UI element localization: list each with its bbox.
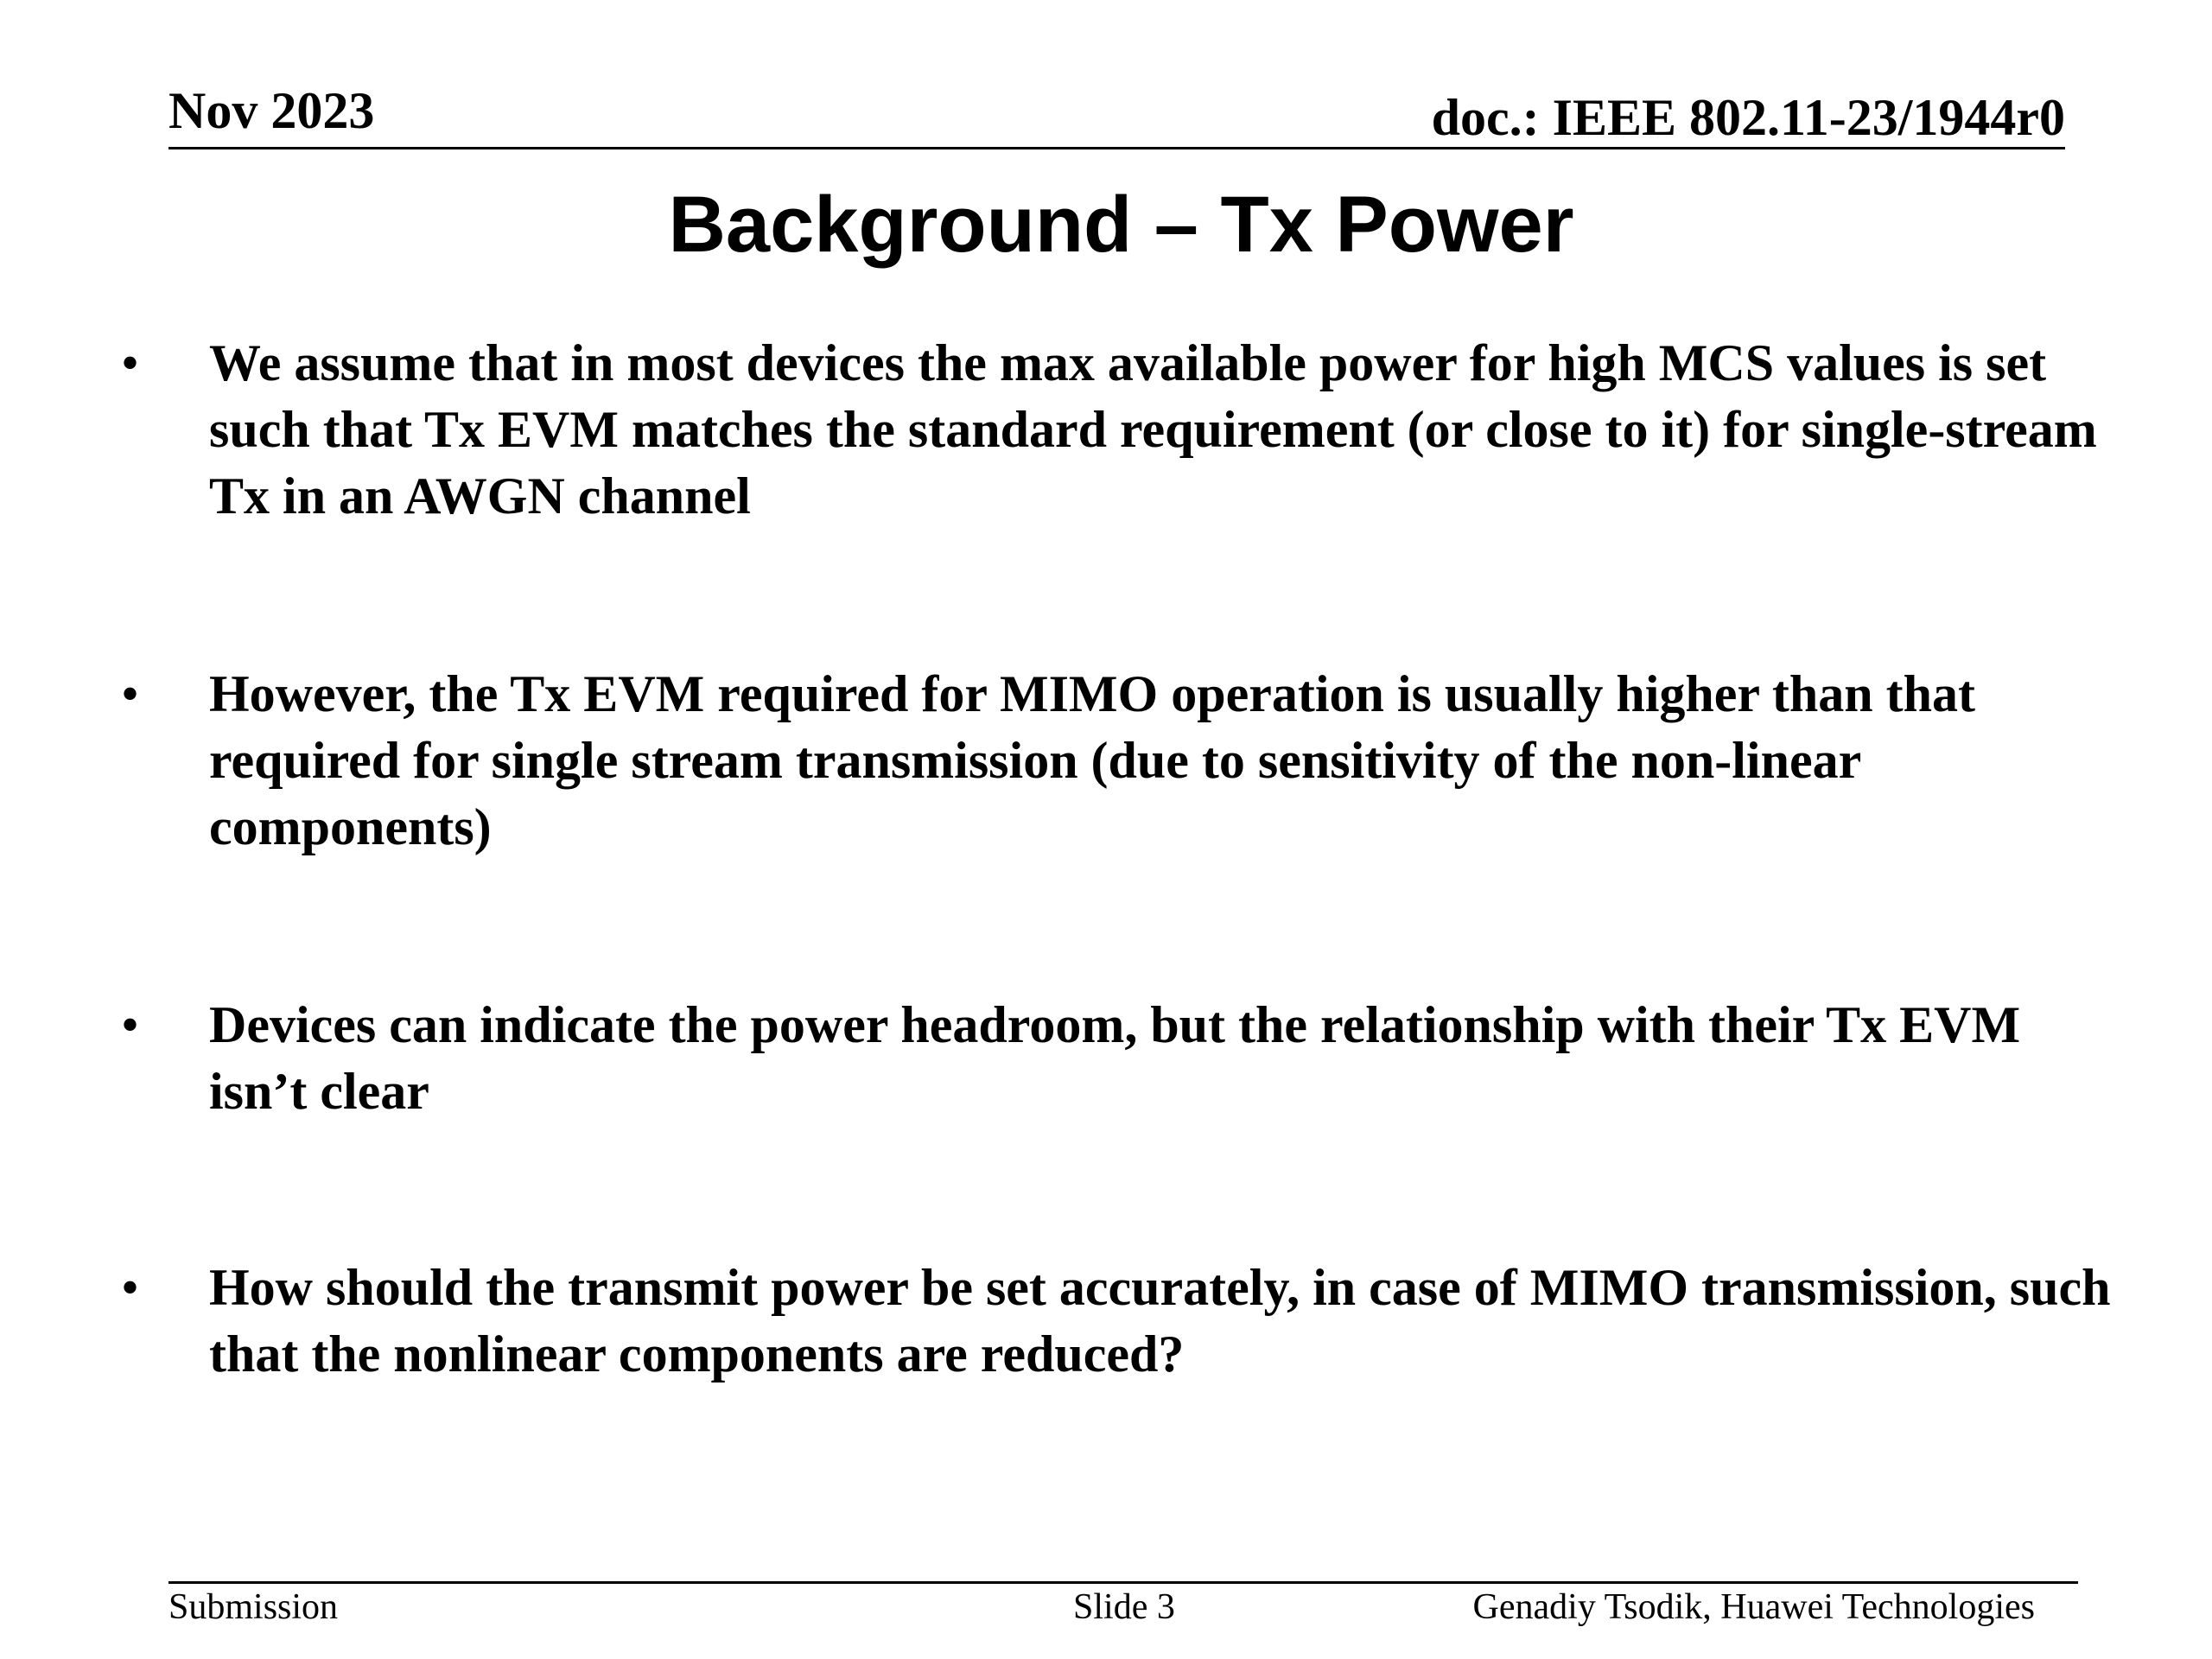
bullet-item — [121, 661, 2126, 861]
footer-slide-number: Slide 3 — [1073, 1587, 1175, 1627]
footer-divider — [168, 1581, 2078, 1584]
bullet-item — [121, 992, 2126, 1125]
header-document-id: doc.: IEEE 802.11-23/1944r0 — [1431, 89, 2065, 146]
bullet-item — [121, 330, 2126, 530]
bullet-marker: • — [121, 665, 140, 722]
bullet-item — [121, 1255, 2126, 1388]
footer-submission-label: Submission — [168, 1587, 339, 1627]
slide-title: Background – Tx Power — [668, 181, 1574, 269]
bullet-marker: • — [121, 996, 140, 1053]
bullet-text: How should the transmit power be set accurately, in case of MIMO transmission, such that the nonlinear components are reduced? — [209, 1259, 2111, 1382]
bullet-marker: • — [121, 334, 140, 391]
bullet-text: Devices can indicate the power headroom, but the relationship with their Tx EVM isn’t clear — [209, 996, 2021, 1120]
bullet-marker: • — [121, 1259, 140, 1316]
bullet-text: However, the Tx EVM required for MIMO operation is usually higher than that required for single stream transmission (due to sensitivity of the non-linear components) — [209, 665, 1975, 855]
bullet-text: We assume that in most devices the max available power for high MCS values is set such that Tx EVM matches the standard requirement (or close to it) for single-stream Tx in an AWGN channel — [209, 334, 2097, 524]
header-date: Nov 2023 — [168, 82, 375, 139]
footer-author: Genadiy Tsodik, Huawei Technologies — [1472, 1587, 2035, 1627]
